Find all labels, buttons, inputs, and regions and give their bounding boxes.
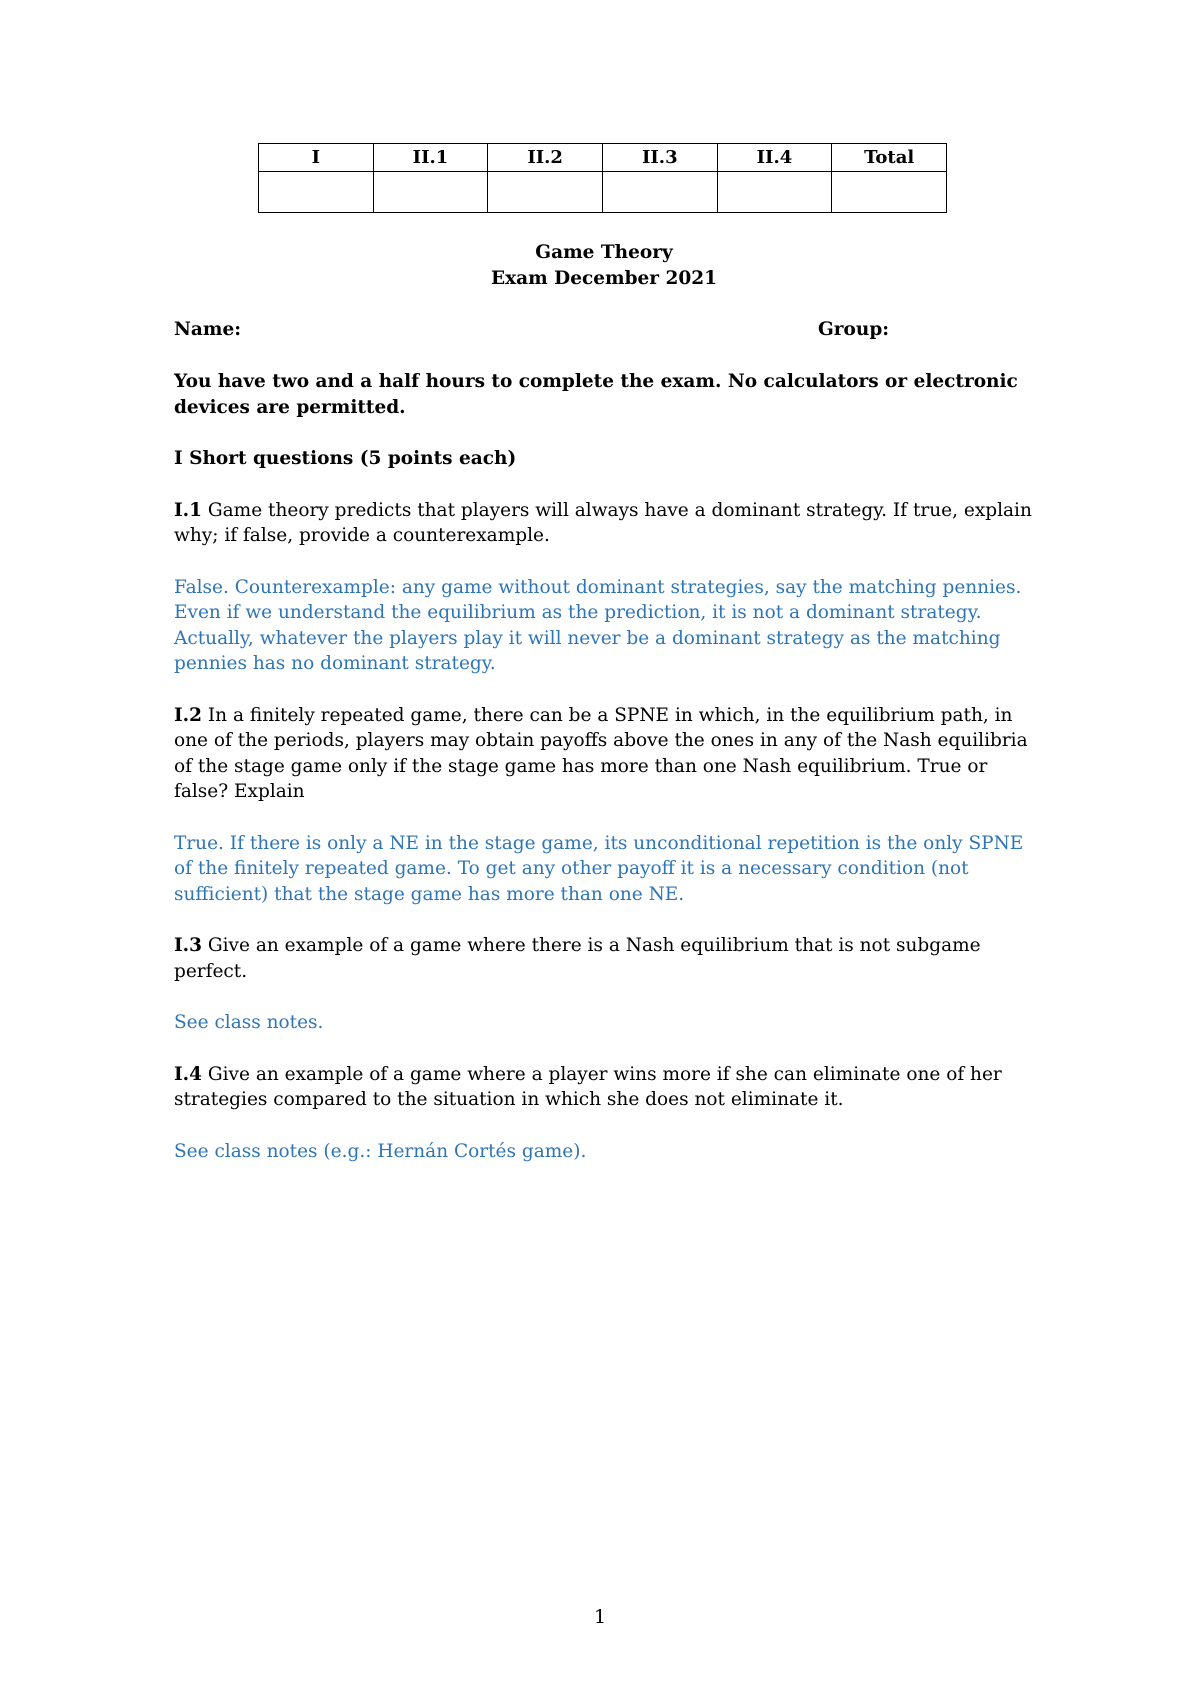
score-cell-ii4 — [717, 172, 832, 213]
spacer — [174, 1113, 1034, 1139]
answer-1: False. Counterexample: any game without dominant strategies, say the matching pennies. Even if we understand the equilibrium as the prediction, it is not a dominant strategy. Actually, whatever the players play it will never be a dominant strategy as the matching pennies has no dominant strategy. — [174, 576, 1022, 674]
score-header-total: Total — [832, 144, 947, 172]
score-table-header-row — [259, 144, 947, 172]
score-cell-ii3 — [602, 172, 717, 213]
score-table — [258, 143, 947, 213]
spacer — [174, 805, 1034, 831]
spacer — [174, 549, 1034, 575]
score-header-ii3: II.3 — [602, 144, 717, 172]
section-title: I Short questions (5 points each) — [174, 448, 517, 469]
score-cell-ii2 — [488, 172, 603, 213]
spacer — [174, 1036, 1034, 1062]
spacer — [174, 677, 1034, 703]
instructions: You have two and a half hours to complete the exam. No calculators or electronic devices are permitted. — [174, 371, 1018, 418]
spacer — [174, 907, 1034, 933]
spacer — [174, 472, 1034, 498]
spacer — [174, 343, 1034, 369]
question-3 — [174, 933, 1034, 984]
score-header-ii4: II.4 — [717, 144, 832, 172]
score-cell-total — [832, 172, 947, 213]
name-label: Name: — [174, 319, 242, 340]
question-2 — [174, 703, 1034, 805]
question-number: I.2 — [174, 704, 202, 726]
exam-subtitle: Exam December 2021 — [491, 267, 717, 289]
question-text: Give an example of a game where a player wins more if she can eliminate one of her strategies compared to the situation in which she does not eliminate it. — [174, 1063, 1002, 1110]
question-text: Game theory predicts that players will always have a dominant strategy. If true, explain why; if false, provide a counterexample. — [174, 499, 1032, 546]
answer-4: See class notes (e.g.: Hernán Cortés game). — [174, 1140, 587, 1162]
group-label: Group: — [818, 319, 890, 340]
exam-title: Game Theory — [535, 242, 673, 263]
question-text: Give an example of a game where there is a Nash equilibrium that is not subgame perfect. — [174, 935, 981, 982]
question-text: In a finitely repeated game, there can be a SPNE in which, in the equilibrium path, in one of the periods, players may obtain payoffs above the ones in any of the Nash equilibria of the stage game only if the stage game has more than one Nash equilibrium. True or false? Explain — [174, 704, 1028, 802]
question-number: I.1 — [174, 499, 202, 521]
score-header-i: I — [259, 144, 374, 172]
page-number: 1 — [593, 1606, 607, 1628]
score-header-ii2: II.2 — [488, 144, 603, 172]
spacer — [174, 984, 1034, 1010]
question-4 — [174, 1062, 1034, 1113]
score-cell-ii1 — [373, 172, 488, 213]
exam-content — [174, 240, 1034, 1164]
answer-3: See class notes. — [174, 1012, 324, 1033]
question-number: I.4 — [174, 1063, 202, 1085]
question-1 — [174, 498, 1034, 549]
score-cell-i — [259, 172, 374, 213]
name-group-row — [174, 317, 1034, 343]
spacer — [174, 420, 1034, 446]
answer-2: True. If there is only a NE in the stage game, its unconditional repetition is the only SPNE of the finitely repeated game. To get any other payoff it is a necessary condition (not sufficient) that the stage game has more than one NE. — [174, 832, 1024, 905]
score-table-value-row — [259, 172, 947, 213]
score-header-ii1: II.1 — [373, 144, 488, 172]
spacer — [174, 291, 1034, 317]
question-number: I.3 — [174, 935, 202, 956]
